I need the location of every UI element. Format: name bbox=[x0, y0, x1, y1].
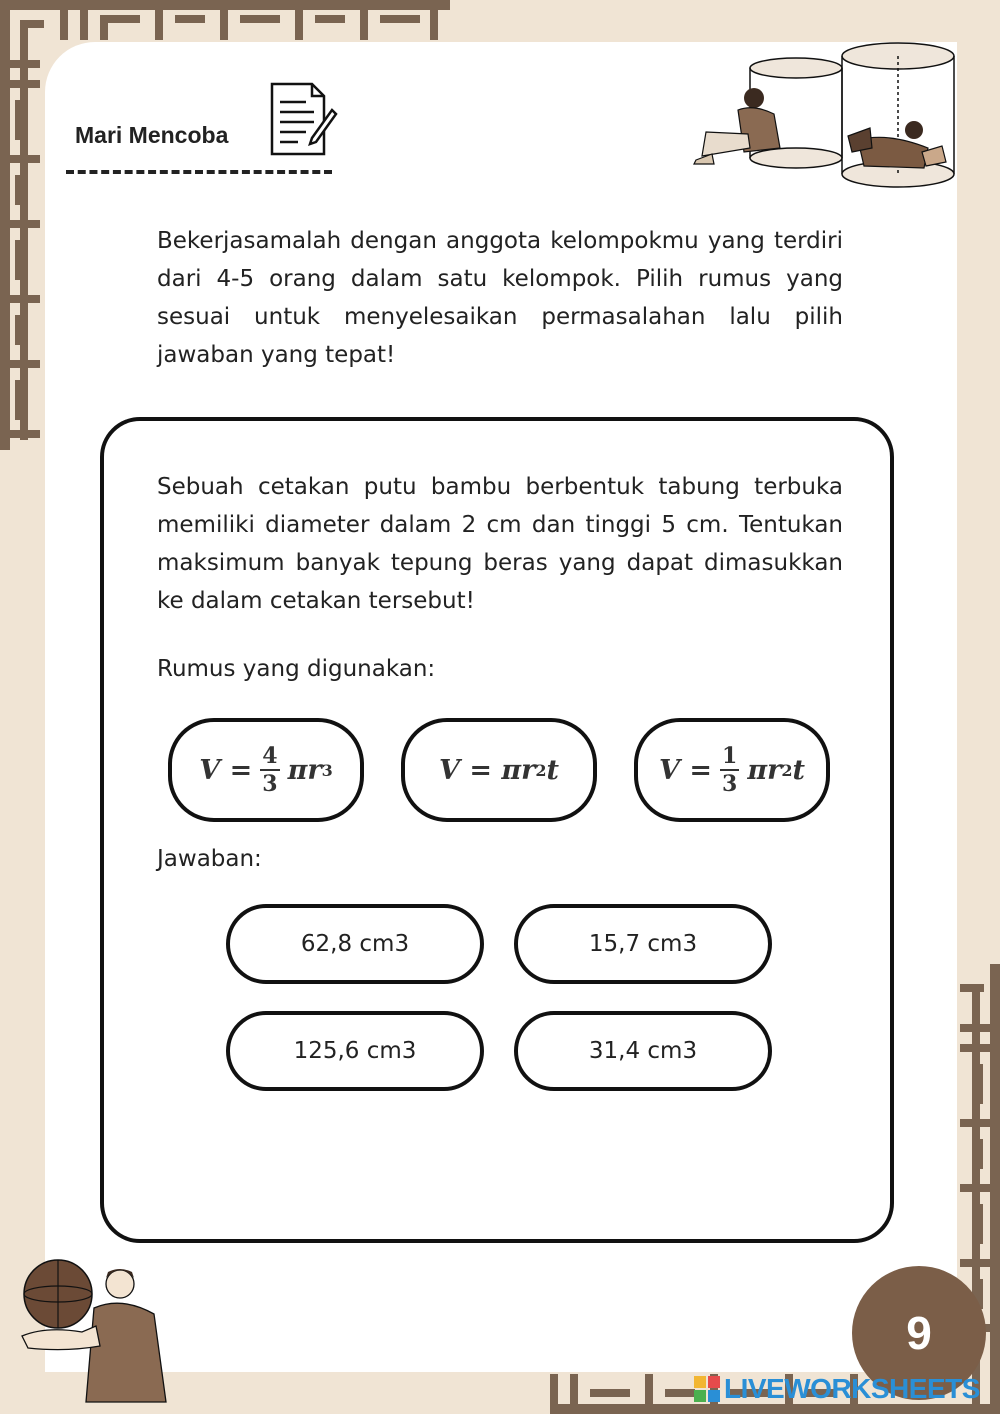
liveworksheets-brand-text: LIVEWORKSHEETS bbox=[724, 1373, 980, 1404]
formula-tail: t bbox=[546, 754, 559, 786]
formula-fraction bbox=[260, 743, 279, 797]
page-number-badge: 9 bbox=[852, 1266, 986, 1400]
problem-statement: Sebuah cetakan putu bambu berbentuk tabung terbuka memiliki diameter dalam 2 cm dan tinggi 5 cm. Tentukan maksimum banyak tepung beras yang dapat dimasukkan ke dalam cetakan tersebut! bbox=[157, 474, 843, 614]
formulas-label: Rumus yang digunakan: bbox=[157, 656, 436, 682]
fraction-denominator: 3 bbox=[722, 771, 738, 797]
formula-option-cone[interactable] bbox=[634, 718, 830, 822]
formula-lhs: V = bbox=[199, 754, 253, 786]
formula-option-cylinder[interactable] bbox=[401, 718, 597, 822]
section-title: Mari Mencoba bbox=[75, 122, 229, 148]
answer-option-2[interactable]: 15,7 cm3 bbox=[514, 904, 772, 984]
title-underline bbox=[66, 170, 332, 174]
fraction-numerator: 4 bbox=[262, 743, 278, 769]
liveworksheets-watermark[interactable] bbox=[694, 1374, 980, 1404]
formula-lhs: V = bbox=[659, 754, 713, 786]
formula-body: πr bbox=[287, 754, 322, 786]
fraction-numerator: 1 bbox=[722, 743, 738, 769]
formula-tail: t bbox=[792, 754, 805, 786]
formula-exponent: 3 bbox=[321, 760, 333, 780]
formula-option-sphere[interactable] bbox=[168, 718, 364, 822]
cylinders-children-illustration bbox=[688, 36, 963, 196]
liveworksheets-logo-icon bbox=[694, 1376, 720, 1402]
answers-label: Jawaban: bbox=[157, 846, 262, 872]
formula-body: πr bbox=[747, 754, 782, 786]
document-pencil-icon bbox=[266, 80, 338, 160]
formula-lhs: V = πr bbox=[439, 754, 536, 786]
fraction-denominator: 3 bbox=[262, 771, 278, 797]
child-holding-sphere-illustration bbox=[16, 1256, 176, 1406]
formula-exponent: 2 bbox=[781, 760, 793, 780]
formula-exponent: 2 bbox=[535, 760, 547, 780]
answer-option-4[interactable]: 31,4 cm3 bbox=[514, 1011, 772, 1091]
formula-fraction bbox=[720, 743, 739, 797]
answer-option-3[interactable]: 125,6 cm3 bbox=[226, 1011, 484, 1091]
answer-option-1[interactable]: 62,8 cm3 bbox=[226, 904, 484, 984]
instructions-paragraph: Bekerjasamalah dengan anggota kelompokmu yang terdiri dari 4-5 orang dalam satu kelompok. Pilih rumus yang sesuai untuk menyelesaikan permasalahan lalu pilih jawaban yang tepat! bbox=[157, 228, 843, 368]
